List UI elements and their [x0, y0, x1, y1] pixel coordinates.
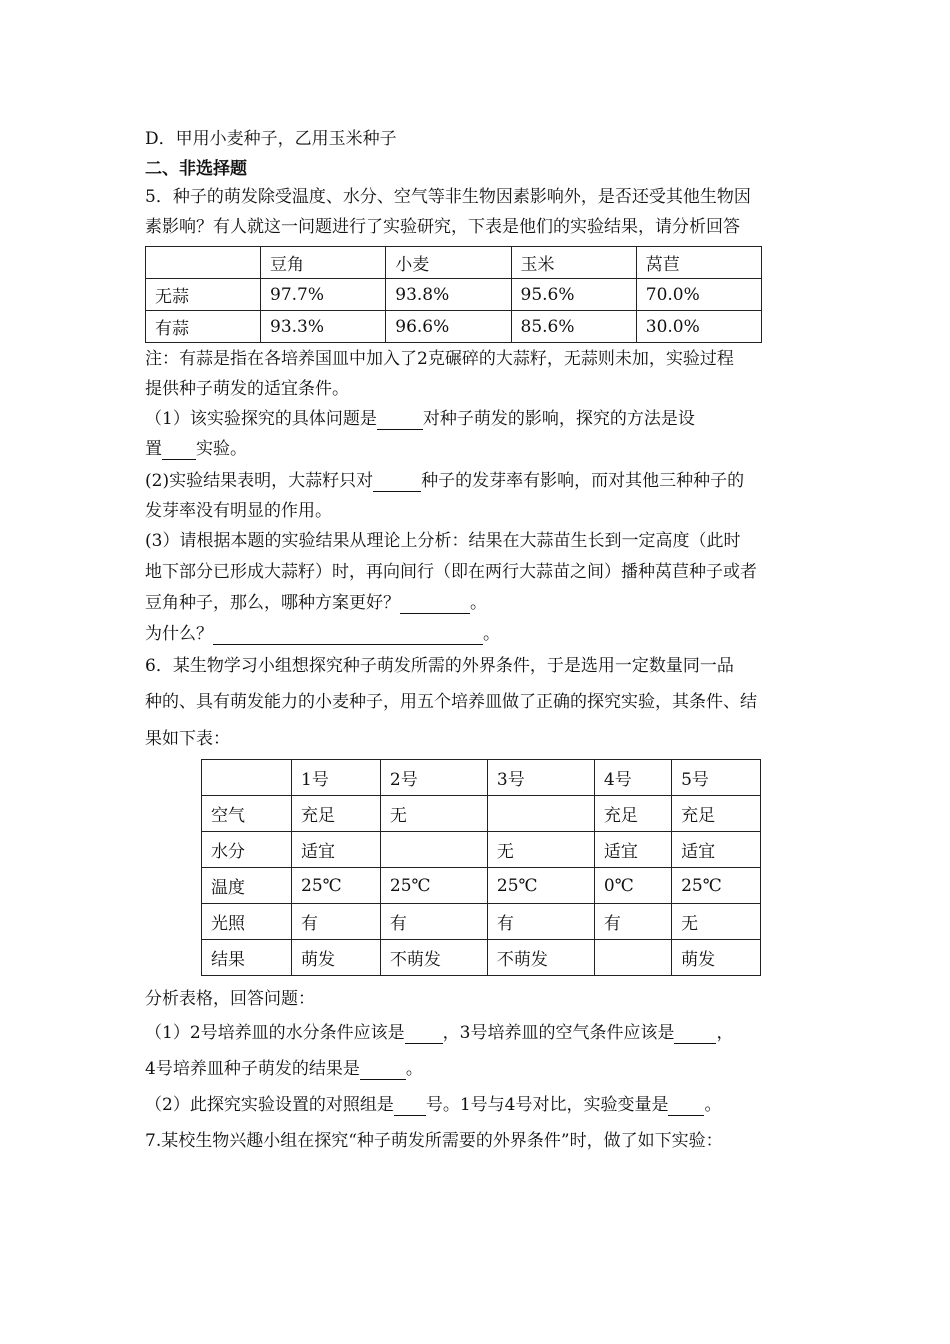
table-cell: 无蒜: [146, 279, 261, 311]
table-row: [146, 279, 762, 311]
q6-line2: 种的、具有萌发能力的小麦种子，用五个培养皿做了正确的探究实验，其条件、结: [145, 692, 757, 712]
table-cell: 25℃: [292, 868, 381, 904]
q5-part3-line2: 地下部分已形成大蒜籽）时，再向间行（即在两行大蒜苗之间）播种莴苣种子或者: [145, 562, 757, 582]
table-row: [202, 760, 761, 796]
table-cell: [202, 760, 292, 796]
text: 置: [145, 439, 162, 459]
table-cell: 30.0%: [636, 311, 761, 343]
text: 。: [470, 593, 487, 613]
q5-line1: 5．种子的萌发除受温度、水分、空气等非生物因素影响外，是否还受其他生物因: [145, 187, 751, 207]
text: 4号培养皿种子萌发的结果是: [145, 1059, 360, 1079]
table-cell: 4号: [594, 760, 671, 796]
table-cell: 充足: [292, 796, 381, 832]
table-cell: 充足: [594, 796, 671, 832]
answer-blank[interactable]: [394, 1097, 426, 1116]
table-cell: 93.3%: [261, 311, 386, 343]
text: 为什么？: [145, 624, 213, 644]
table-cell: 不萌发: [380, 940, 487, 976]
text: (2)实验结果表明，大蒜籽只对: [145, 471, 374, 491]
table-cell: 有: [380, 904, 487, 940]
table-cell: 不萌发: [487, 940, 594, 976]
q5-part1-line1: [145, 408, 695, 430]
q5-note1: 注：有蒜是指在各培养国皿中加入了2克碾碎的大蒜籽，无蒜则未加，实验过程: [145, 349, 734, 369]
q6-table: [201, 759, 761, 976]
answer-blank[interactable]: [162, 441, 196, 460]
q5-part1-line2: [145, 438, 247, 460]
table-cell: 结果: [202, 940, 292, 976]
text: 号。1号与4号对比，实验变量是: [425, 1095, 669, 1115]
table-cell: 2号: [380, 760, 487, 796]
table-cell: 莴苣: [636, 247, 761, 279]
q6-part1-line1: [145, 1022, 733, 1044]
q5-table: [145, 246, 762, 343]
option-d: D．甲用小麦种子，乙用玉米种子: [145, 129, 397, 149]
text: 。: [405, 1059, 423, 1079]
q5-part3-line4: [145, 623, 500, 645]
table-cell: 0℃: [594, 868, 671, 904]
answer-blank[interactable]: [668, 1097, 704, 1116]
answer-blank[interactable]: [405, 1025, 443, 1044]
table-cell: 适宜: [292, 832, 381, 868]
q7-line1: 7.某校生物兴趣小组在探究“种子萌发所需要的外界条件”时，做了如下实验：: [145, 1131, 723, 1151]
table-cell: 萌发: [292, 940, 381, 976]
q6-part1-line2: [145, 1058, 423, 1080]
table-cell: 有: [292, 904, 381, 940]
q6-analyze: 分析表格，回答问题：: [145, 989, 315, 1009]
answer-blank[interactable]: [373, 473, 421, 492]
table-cell: [594, 940, 671, 976]
answer-blank[interactable]: [674, 1025, 716, 1044]
table-row: [202, 832, 761, 868]
text: 。: [483, 624, 500, 644]
table-cell: 适宜: [594, 832, 671, 868]
table-row: [146, 311, 762, 343]
answer-blank[interactable]: [400, 595, 470, 614]
table-cell: 93.8%: [386, 279, 511, 311]
q5-part3-line3: [145, 592, 487, 614]
text: 豆角种子，那么，哪种方案更好？: [145, 593, 400, 613]
table-row: [202, 940, 761, 976]
text: （2）此探究实验设置的对照组是: [145, 1095, 394, 1115]
table-cell: 无: [487, 832, 594, 868]
table-cell: 有蒜: [146, 311, 261, 343]
table-cell: 有: [487, 904, 594, 940]
table-cell: 无: [672, 904, 761, 940]
table-cell: 空气: [202, 796, 292, 832]
q5-note2: 提供种子萌发的适宜条件。: [145, 379, 349, 399]
q6-line3: 果如下表：: [145, 729, 230, 749]
table-cell: [146, 247, 261, 279]
q6-line1: 6．某生物学习小组想探究种子萌发所需的外界条件，于是选用一定数量同一品: [145, 656, 734, 676]
table-cell: 5号: [672, 760, 761, 796]
q5-part2-line1: [145, 470, 744, 492]
text: （1）该实验探究的具体问题是: [145, 409, 377, 429]
table-cell: 小麦: [386, 247, 511, 279]
text: 种子的发芽率有影响，而对其他三种种子的: [421, 471, 745, 491]
answer-blank[interactable]: [213, 626, 483, 645]
table-row: [146, 247, 762, 279]
q5-part3-line1: (3）请根据本题的实验结果从理论上分析：结果在大蒜苗生长到一定高度（此时: [145, 531, 741, 551]
table-cell: 温度: [202, 868, 292, 904]
section-title: 二、非选择题: [145, 159, 247, 179]
table-cell: 96.6%: [386, 311, 511, 343]
answer-blank[interactable]: [360, 1061, 406, 1080]
table-cell: 萌发: [672, 940, 761, 976]
table-cell: 70.0%: [636, 279, 761, 311]
table-cell: 25℃: [487, 868, 594, 904]
table-cell: [487, 796, 594, 832]
table-row: [202, 904, 761, 940]
text: 实验。: [196, 439, 247, 459]
text: （1）2号培养皿的水分条件应该是: [145, 1023, 405, 1043]
q6-part2: [145, 1094, 721, 1116]
text: ，3号培养皿的空气条件应该是: [442, 1023, 675, 1043]
text: 。: [704, 1095, 722, 1115]
table-cell: 适宜: [672, 832, 761, 868]
answer-blank[interactable]: [377, 411, 423, 430]
table-cell: 3号: [487, 760, 594, 796]
table-cell: 有: [594, 904, 671, 940]
table-cell: 25℃: [380, 868, 487, 904]
table-cell: [380, 832, 487, 868]
table-cell: 25℃: [672, 868, 761, 904]
table-row: [202, 868, 761, 904]
table-cell: 95.6%: [511, 279, 636, 311]
q5-part2-line2: 发芽率没有明显的作用。: [145, 501, 332, 521]
table-row: [202, 796, 761, 832]
text: 对种子萌发的影响，探究的方法是设: [422, 409, 695, 429]
table-cell: 充足: [672, 796, 761, 832]
table-cell: 97.7%: [261, 279, 386, 311]
table-cell: 豆角: [261, 247, 386, 279]
text: ，: [716, 1023, 734, 1043]
table-cell: 无: [380, 796, 487, 832]
table-cell: 玉米: [511, 247, 636, 279]
q5-line2: 素影响？有人就这一问题进行了实验研究，下表是他们的实验结果，请分析回答: [145, 217, 740, 237]
table-cell: 85.6%: [511, 311, 636, 343]
table-cell: 水分: [202, 832, 292, 868]
table-cell: 光照: [202, 904, 292, 940]
table-cell: 1号: [292, 760, 381, 796]
